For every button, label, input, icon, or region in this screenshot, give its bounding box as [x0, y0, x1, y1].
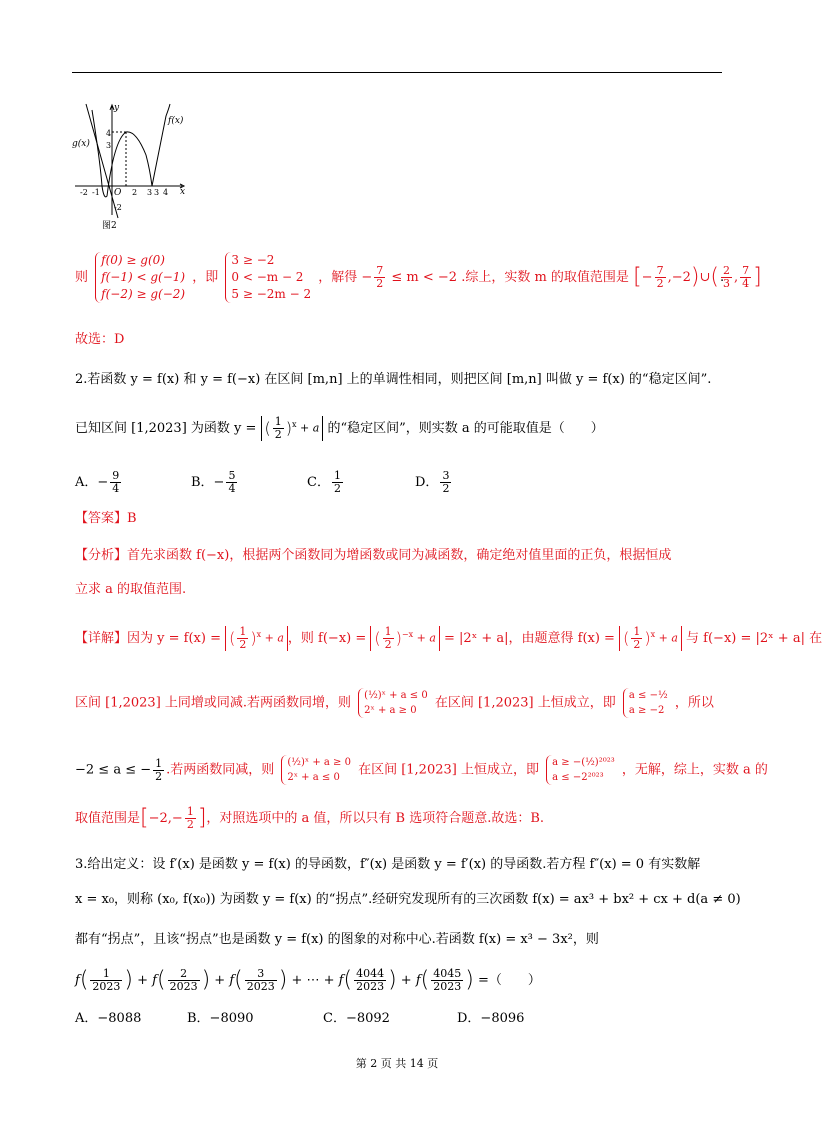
sum-term-5: f( $\frac{4045}{2023}$ ) =（ ） [415, 967, 541, 993]
text-ze: 则 [75, 270, 89, 285]
sum-term-3: f( $\frac{3}{2023}$ ) + ⋯ + [229, 967, 339, 993]
q3-option-a[interactable]: A．−8088 [75, 1011, 142, 1026]
figure-caption: 图2 [102, 221, 117, 231]
x-axis-label: x [180, 187, 186, 197]
sum-term-4: f( $\frac{4044}{2023}$ ) + [338, 967, 416, 993]
y-tick-neg2: -2 [114, 203, 122, 212]
q3-stem-line2: x = x₀，则称 (x₀, f(x₀)) 为函数 y = f(x) 的“拐点”.经研究发现所有的三次函数 f(x) = ax³ + bx² + cx + d(a ≠ 0) [75, 892, 741, 907]
q3-options [75, 1010, 524, 1028]
page-footer: 第 2 页 共 14 页 [355, 1057, 439, 1070]
sum-term-1: f( $\frac{1}{2023}$ ) + [75, 967, 153, 993]
q2-analysis-line1: 【分析】首先求函数 f(−x)，根据两个函数同为增函数或同为减函数，确定绝对值里面的正负，根据恒成 [75, 548, 672, 563]
origin-label: O [114, 188, 122, 198]
q2-stem-line1: 2.若函数 y = f(x) 和 y = f(−x) 在区间 [m,n] 上的单调性相同，则把区间 [m,n] 叫做 y = f(x) 的“稳定区间”. [75, 372, 712, 387]
q3-sum-expression [75, 968, 541, 993]
q2-option-b[interactable]: B．− $\frac{5}{4}$ [191, 469, 236, 495]
function-graph [70, 100, 200, 230]
q3-option-d[interactable]: D．−8096 [457, 1011, 525, 1026]
q2-option-a[interactable]: A．− $\frac{9}{4}$ [75, 469, 120, 495]
fx-label: f(x) [168, 116, 184, 126]
y-tick-4: 4 [106, 129, 112, 138]
q2-detail-line3: −2 ≤ a ≤ − $\frac{1}{2}$ .若两函数同减，则 (½)ˣ + a ≥ 0 2ˣ + a ≤ 0 在区间 [1,2023] 上恒成立，即 a ≥ −(½)²⁰²³ a ≤ −2²⁰²³ ，无解，综上，实数 a 的 [75, 756, 768, 783]
q2-detail-line2: 区间 [1,2023] 上同增或同减.若两函数同增，则 (½)ˣ + a ≤ 0 2ˣ + a ≥ 0 在区间 [1,2023] 上恒成立，即 a ≤ −½ a ≥ −2 ，所以 [75, 690, 714, 716]
sum-term-2: f( $\frac{2}{2023}$ ) + [152, 967, 230, 993]
q2-option-d[interactable]: D． $\frac{3}{2}$ [415, 469, 450, 495]
q2-option-c[interactable]: C． $\frac{1}{2}$ [307, 469, 341, 495]
q2-analysis-line2: 立求 a 的取值范围. [75, 582, 187, 597]
q2-answer: 【答案】B [75, 511, 137, 526]
q3-option-b[interactable]: B．−8090 [187, 1011, 254, 1026]
q2-options [75, 470, 453, 495]
x-tick-neg2: -2 [80, 188, 88, 197]
q2-stem-line2: 已知区间 [1,2023] 为函数 y = ( $\frac{1}{2}$ )$^x$ + a 的“稳定区间”，则实数 a 的可能取值是（ ） [75, 415, 604, 442]
gx-label: g(x) [72, 139, 90, 149]
y-tick-3: 3 [106, 141, 112, 150]
prev-solution-line: 则 f(0) ≥ g(0) f(−1) < g(−1) f(−2) ≥ g(−2) ，即 3 ≥ −2 0 < −m − 2 5 ≥ −2m − 2 ，解得 − $\frac{7}{2}$ ≤ m < −2 .综上，实数 m 的取值范围是 [− $\frac{7}{2}$ ,−2)∪( $\frac{2}{3}$ , $\frac{7}{4}$ ] [75, 253, 762, 301]
q2-detail-line1: 【详解】因为 y = f(x) = ( $\frac{1}{2}$ )$^x$ + a ，则 f(−x) = ( $\frac{1}{2}$ )$^{-x}$ + a = |2ˣ + a|，由题意得 f(x) = ( $\frac{1}{2}$ )$^x$ + a 与 f(−x) = |2ˣ + a| 在 [75, 625, 822, 652]
prev-answer: 故选：D [75, 332, 125, 347]
prev-end-dot: . [720, 270, 725, 285]
x-tick-3a: 3 [147, 188, 153, 197]
q3-stem-line1: 3.给出定义：设 f′(x) 是函数 y = f(x) 的导函数，f″(x) 是函数 y = f′(x) 的导函数.若方程 f″(x) = 0 有实数解 [75, 857, 701, 872]
q2-detail-line4: 取值范围是[−2,− $\frac{1}{2}$ ]，对照选项中的 a 值，所以只有 B 选项符合题意.故选：B. [75, 805, 545, 831]
x-tick-neg1: -1 [92, 188, 100, 197]
system-2: 3 ≥ −2 0 < −m − 2 5 ≥ −2m − 2 [225, 252, 311, 303]
x-tick-4: 4 [163, 188, 169, 197]
system-1: f(0) ≥ g(0) f(−1) < g(−1) f(−2) ≥ g(−2) [95, 252, 185, 303]
q3-option-c[interactable]: C．−8092 [323, 1011, 390, 1026]
frac-7-2: $\frac{7}{2}$ [376, 264, 384, 290]
y-axis-label: y [114, 103, 120, 113]
x-tick-3b: 3 [154, 188, 160, 197]
x-tick-2: 2 [132, 188, 138, 197]
fx-curve [92, 104, 170, 197]
header-rule [72, 72, 722, 73]
q3-stem-line3: 都有“拐点”，且该“拐点”也是函数 y = f(x) 的图象的对称中心.若函数 f(x) = x³ − 3x²，则 [75, 932, 599, 947]
